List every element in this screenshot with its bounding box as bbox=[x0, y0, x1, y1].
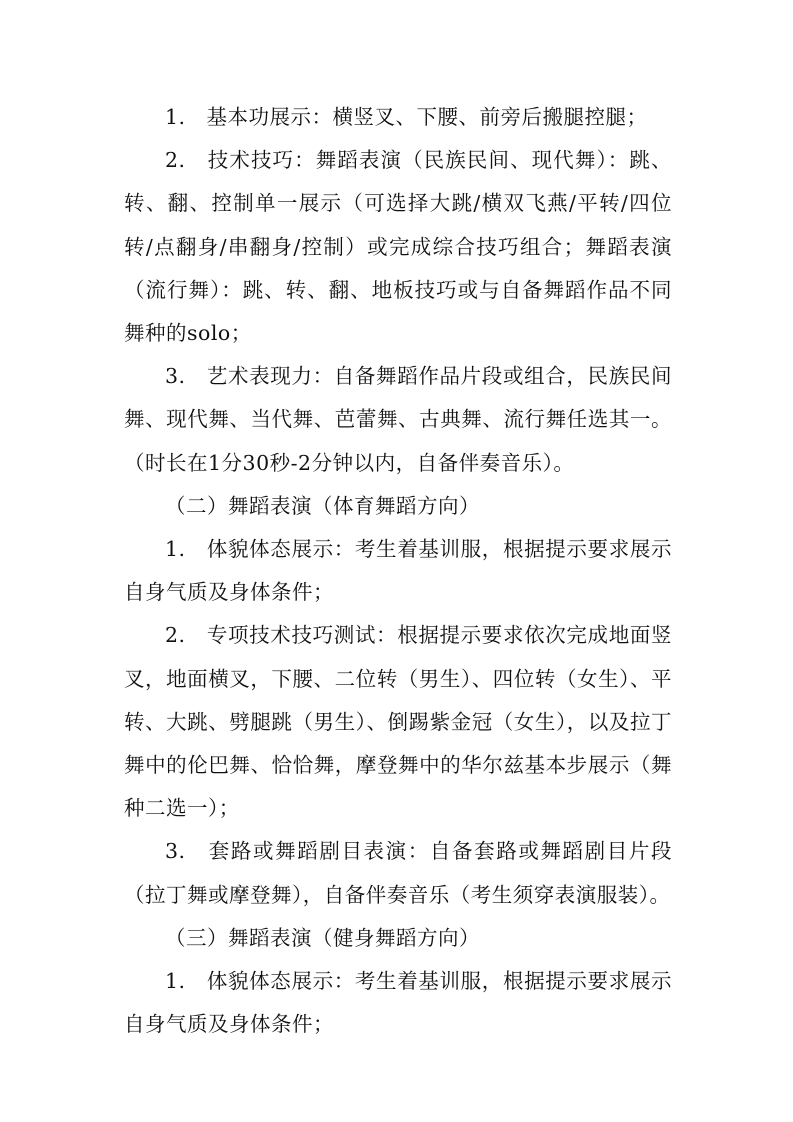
paragraph-expressiveness: 3. 艺术表现力：自备舞蹈作品片段或组合，民族民间舞、现代舞、当代舞、芭蕾舞、古典舞、流行舞任选其一。（时长在1分30秒-2分钟以内，自备伴奏音乐）。 bbox=[124, 364, 672, 475]
paragraph-physique-display-fitness: 1. 体貌体态展示：考生着基训服，根据提示要求展示自身气质及身体条件； bbox=[124, 969, 672, 1037]
paragraph-basic-skills: 1. 基本功展示：横竖叉、下腰、前旁后搬腿控腿； bbox=[165, 105, 648, 129]
paragraph-physique-display: 1. 体貌体态展示：考生着基训服，根据提示要求展示自身气质及身体条件； bbox=[124, 537, 672, 605]
paragraph-technique: 2. 技术技巧：舞蹈表演（民族民间、现代舞）：跳、转、翻、控制单一展示（可选择大跳/横双飞燕/平转/四位转/点翻身/串翻身/控制）或完成综合技巧组合；舞蹈表演（流行舞）：跳、转、翻、地板技巧或与自备舞蹈作品不同舞种的solo； bbox=[124, 148, 672, 346]
paragraph-routine-performance: 3. 套路或舞蹈剧目表演：自备套路或舞蹈剧目片段（拉丁舞或摩登舞），自备伴奏音乐（考生须穿表演服装）。 bbox=[124, 839, 672, 907]
paragraph-special-technique: 2. 专项技术技巧测试：根据提示要求依次完成地面竖叉，地面横叉，下腰、二位转（男生）、四位转（女生）、平转、大跳、劈腿跳（男生）、倒踢紫金冠（女生），以及拉丁舞中的伦巴舞、恰恰舞，摩登舞中的华尔兹基本步展示（舞种二选一）； bbox=[124, 623, 672, 821]
section-heading-sports-dance: （二）舞蹈表演（体育舞蹈方向） bbox=[165, 493, 480, 518]
section-heading-fitness-dance: （三）舞蹈表演（健身舞蹈方向） bbox=[165, 925, 480, 950]
document-body bbox=[124, 96, 672, 1046]
